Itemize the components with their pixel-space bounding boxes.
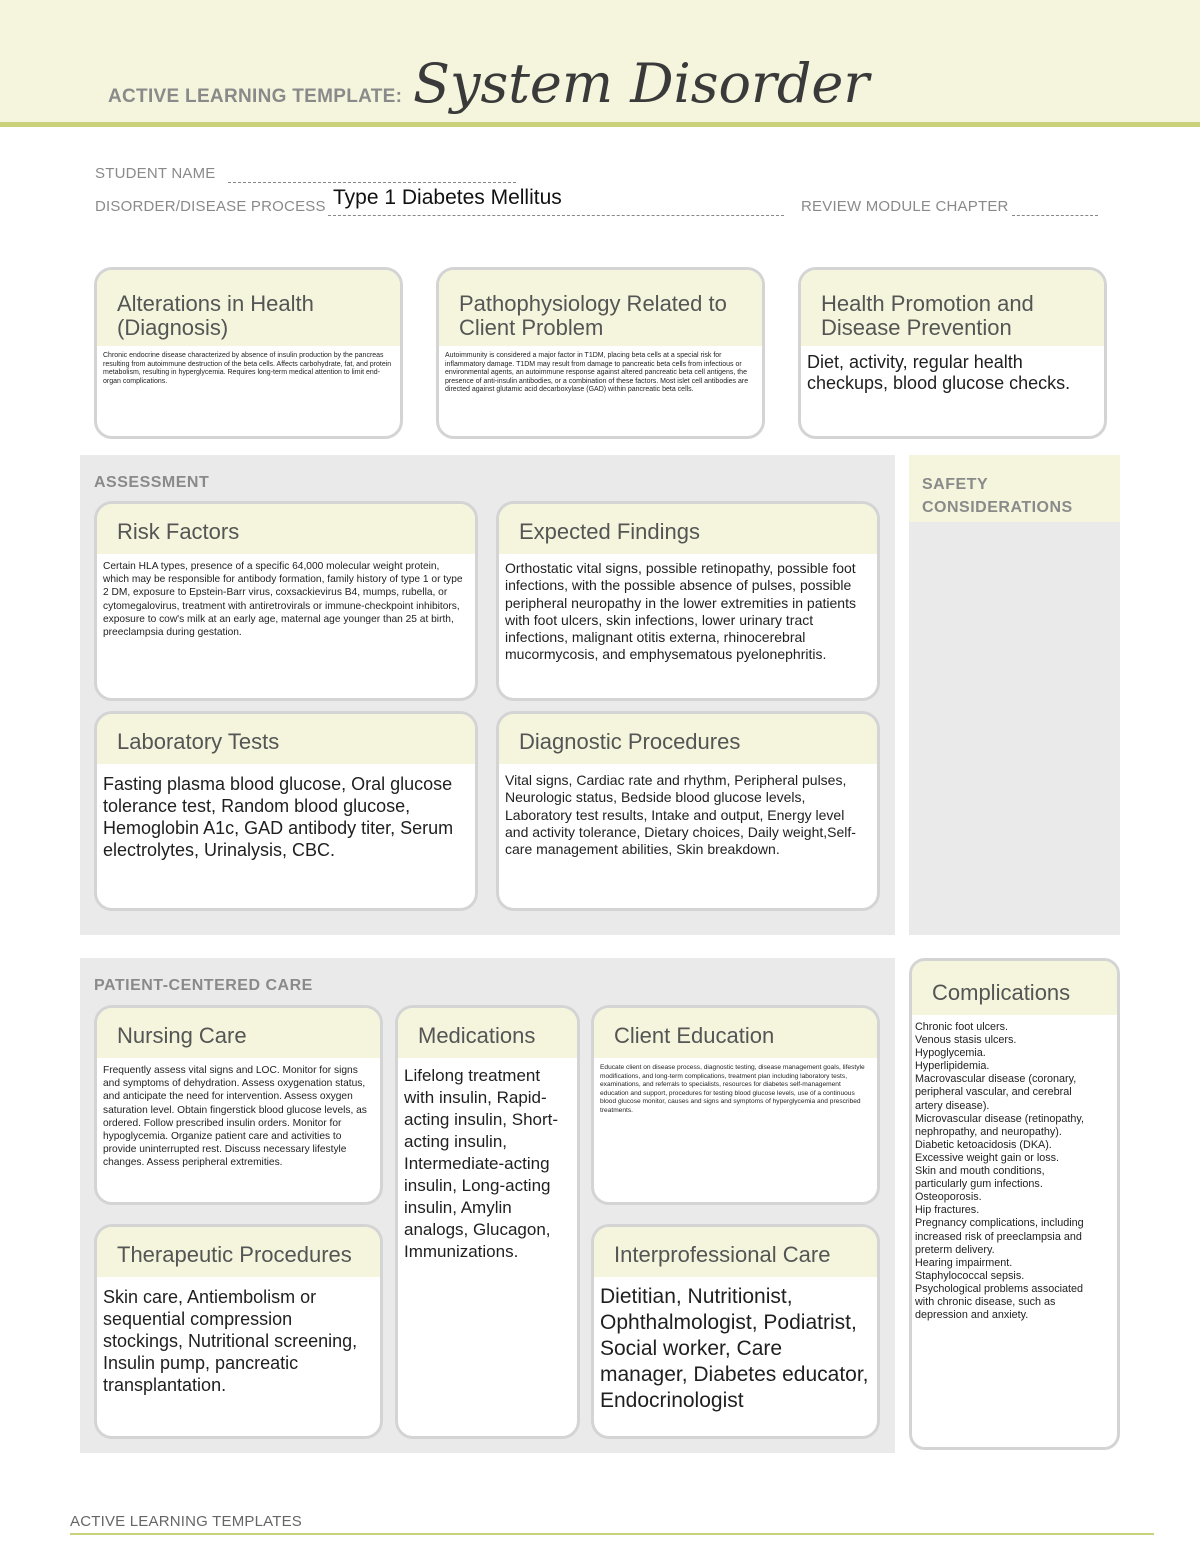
complications-title: Complications — [912, 961, 1117, 1015]
client-education-card — [591, 1005, 880, 1205]
nursing-care-title: Nursing Care — [97, 1008, 380, 1058]
health-promotion-body: Diet, activity, regular health checkups, blood glucose checks. — [807, 352, 1071, 393]
template-label: ACTIVE LEARNING TEMPLATE: — [108, 86, 403, 107]
complication-item: Venous stasis ulcers. — [915, 1034, 1017, 1047]
complication-item: Skin and mouth conditions, — [915, 1165, 1045, 1178]
interprofessional-care-body: Dietitian, Nutritionist, Ophthalmologist, Podiatrist, Social worker, Care manager, Diabetes educator, Endocrinologist — [600, 1285, 869, 1412]
complication-item: Hip fractures. — [915, 1204, 980, 1217]
footer-rule — [70, 1533, 1154, 1535]
pathophysiology-card — [436, 267, 765, 439]
complication-item: Osteoporosis. — [915, 1191, 982, 1204]
therapeutic-procedures-title: Therapeutic Procedures — [97, 1227, 380, 1277]
alterations-card — [94, 267, 403, 439]
laboratory-tests-card — [94, 711, 478, 911]
client-education-body: Educate client on disease process, diagnostic testing, disease management goals, lifestyle modifications, and long-term complications, treatment plan including laboratory tests, examinations, and referrals to specialists, resources for diabetes self-management education and support, procedures for testing blood glucose levels, use of a continuous blood glucose monitor, causes and signs and symptoms of hyperglycemia and prescribed treatments. — [600, 1064, 865, 1114]
complication-item: Chronic foot ulcers. — [915, 1021, 1009, 1033]
disorder-value: Type 1 Diabetes Mellitus — [333, 186, 562, 209]
template-title: System Disorder — [413, 52, 870, 115]
medications-title: Medications — [398, 1008, 577, 1058]
risk-factors-title: Risk Factors — [97, 504, 475, 554]
complication-item: nephropathy, and neuropathy). — [915, 1125, 1062, 1138]
complication-item: depression and anxiety. — [915, 1309, 1029, 1322]
expected-findings-card — [496, 501, 880, 701]
complication-item: Staphylococcal sepsis. — [915, 1269, 1025, 1282]
safety-panel — [909, 455, 1120, 935]
client-education-title: Client Education — [594, 1008, 877, 1058]
complication-item: with chronic disease, such as — [915, 1295, 1056, 1308]
interprofessional-care-card — [591, 1224, 880, 1439]
expected-findings-title: Expected Findings — [499, 504, 877, 554]
medications-card — [395, 1005, 580, 1439]
alterations-title: Alterations in Health (Diagnosis) — [97, 270, 400, 346]
complication-item: increased risk of preeclampsia and — [915, 1230, 1082, 1243]
complication-item: Macrovascular disease (coronary, — [915, 1073, 1077, 1086]
student-name-label: STUDENT NAME — [95, 165, 216, 182]
diagnostic-procedures-body: Vital signs, Cardiac rate and rhythm, Peripheral pulses, Neurologic status, Bedside blood glucose levels, Laboratory test results, Intake and output, Energy level and activity tolerance, Dietary choices, Daily weight,Self-care management abilities, Skin breakdown. — [505, 772, 856, 858]
disorder-field[interactable] — [328, 215, 784, 216]
footer-text: ACTIVE LEARNING TEMPLATES — [70, 1513, 302, 1530]
complication-item: Hypoglycemia. — [915, 1047, 986, 1060]
complication-item: Excessive weight gain or loss. — [915, 1151, 1060, 1164]
complications-list — [912, 1015, 1117, 1326]
review-module-field[interactable] — [1012, 215, 1098, 216]
complication-item: preterm delivery. — [915, 1243, 995, 1256]
patient-centered-care-heading: PATIENT-CENTERED CARE — [94, 977, 313, 994]
complication-item: Diabetic ketoacidosis (DKA). — [915, 1138, 1052, 1151]
complication-item: Psychological problems associated — [915, 1282, 1084, 1295]
header-rule — [0, 122, 1200, 127]
diagnostic-procedures-title: Diagnostic Procedures — [499, 714, 877, 764]
pathophysiology-title: Pathophysiology Related to Client Problem — [439, 270, 762, 346]
complication-item: Pregnancy complications, including — [915, 1217, 1084, 1230]
risk-factors-body: Certain HLA types, presence of a specific 64,000 molecular weight protein, which may be responsible for antibody formation, family history of type 1 or type 2 DM, exposure to Epstein-Barr virus, coxsackievirus B4, mumps, rubella, or cytomegalovirus, treatment with antiretrovirals or immune-checkpoint inhibitors, exposure to cow's milk at an early age, maternal age younger than 25 at birth, preeclampsia during gestation. — [103, 561, 463, 639]
assessment-heading: ASSESSMENT — [94, 474, 210, 491]
laboratory-tests-title: Laboratory Tests — [97, 714, 475, 764]
complication-item: artery disease). — [915, 1099, 990, 1112]
complications-card — [909, 958, 1120, 1450]
therapeutic-procedures-body: Skin care, Antiembolism or sequential compression stockings, Nutritional screening, Insulin pump, pancreatic transplantation. — [103, 1287, 358, 1395]
nursing-care-body: Frequently assess vital signs and LOC. Monitor for signs and symptoms of dehydration. Assess oxygenation status, and anticipate the need for intervention. Assess oxygen saturation level. Obtain fingerstick blood glucose levels, as ordered. Follow prescribed insulin orders. Monitor for hypoglycemia. Organize patient care and activities to provide uninterrupted rest. Discuss necessary lifestyle changes. Assess peripheral extremities. — [103, 1065, 367, 1169]
safety-heading: SAFETY CONSIDERATIONS — [922, 476, 1073, 516]
health-promotion-card — [798, 267, 1107, 439]
laboratory-tests-body: Fasting plasma blood glucose, Oral glucose tolerance test, Random blood glucose, Hemoglobin A1c, GAD antibody titer, Serum electrolytes, Urinalysis, CBC. — [103, 774, 454, 860]
diagnostic-procedures-card — [496, 711, 880, 911]
pathophysiology-body: Autoimmunity is considered a major factor in T1DM, placing beta cells at a special risk for inflammatory damage. T1DM may result from damage to pancreatic beta cells from infectious or environmental agents, an autoimmune response against altered pancreatic beta cell antigens, the presence of anti-insulin antibodies, or a combination of these factors. Most islet cell antibodies are directed against glutamic acid decarboxylase (GAD) within pancreatic beta cells. — [445, 352, 749, 394]
disorder-label: DISORDER/DISEASE PROCESS — [95, 198, 326, 215]
risk-factors-card — [94, 501, 478, 701]
complication-item: Microvascular disease (retinopathy, — [915, 1112, 1085, 1125]
complication-item: peripheral vascular, and cerebral — [915, 1086, 1072, 1099]
alterations-body: Chronic endocrine disease characterized by absence of insulin production by the pancreas resulting from autoimmune destruction of the beta cells. Affects carbohydrate, fat, and protein metabolism, resulting in hyperglycemia. Requires long-term medical attention to limit end-organ complications. — [103, 352, 392, 385]
complication-item: particularly gum infections. — [915, 1178, 1043, 1191]
therapeutic-procedures-card — [94, 1224, 383, 1439]
health-promotion-title: Health Promotion and Disease Prevention — [801, 270, 1104, 346]
interprofessional-care-title: Interprofessional Care — [594, 1227, 877, 1277]
student-name-field[interactable] — [228, 182, 516, 183]
review-module-label: REVIEW MODULE CHAPTER — [801, 198, 1009, 215]
medications-body: Lifelong treatment with insulin, Rapid-acting insulin, Short-acting insulin, Intermediate-acting insulin, Long-acting insulin, Amylin analogs, Glucagon, Immunizations. — [404, 1066, 559, 1261]
complication-item: Hyperlipidemia. — [915, 1060, 990, 1073]
complication-item: Hearing impairment. — [915, 1256, 1013, 1269]
nursing-care-card — [94, 1005, 383, 1205]
expected-findings-body: Orthostatic vital signs, possible retinopathy, possible foot infections, with the possible absence of pulses, possible peripheral neuropathy in the lower extremities in patients with foot ulcers, skin infections, lower urinary tract infections, malignant otitis externa, rhinocerebral mucormycosis, and emphysematous pyelonephritis. — [505, 560, 856, 663]
